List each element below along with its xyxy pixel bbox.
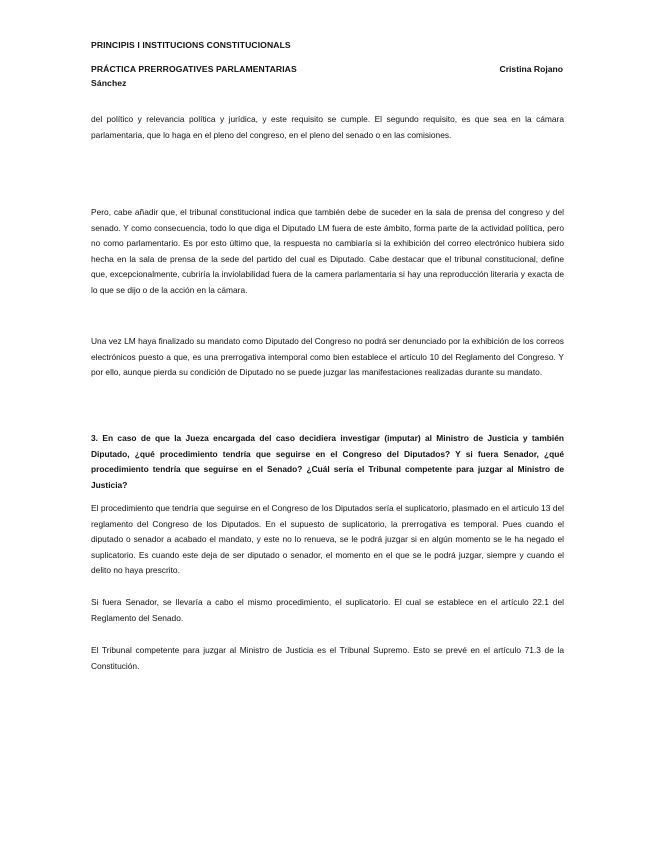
paragraph-6: El Tribunal competente para juzgar al Ministro de Justicia es el Tribunal Supremo. Esto se prevé en el artículo 71.3 de la Constitución.	[91, 645, 564, 671]
paragraph-4: El procedimiento que tendría que seguirse en el Congreso de los Diputados sería el suplicatorio, plasmado en el artículo 13 del reglamento del Congreso de los Diputados. En el supuesto de suplicatorio, la prerrogativa es temporal. Pues cuando el diputado o senador a acabado el mandato, y este no lo renueva, se le podrá juzgar si en algún momento se le ha negado el suplicatorio. Es cuando este deja de ser diputado o senador, el momento en el que se le podrá juzgar, siempre y cuando el delito no haya prescrito.	[91, 503, 564, 576]
question-number: 3.	[91, 433, 98, 443]
course-title: PRINCIPIS I INSTITUCIONS CONSTITUCIONALS	[91, 40, 291, 50]
paragraph-5: Si fuera Senador, se llevaría a cabo el mismo procedimiento, el suplicatorio. El cual se establece en el artículo 22.1 del Reglamento del Senado.	[91, 597, 564, 623]
paragraph-1: del político y relevancia política y jurídica, y este requisito se cumple. El segundo requisito, es que sea en la cámara parlamentaria, que lo haga en el pleno del congreso, en el pleno del senado o en las comisiones.	[91, 114, 564, 140]
author-name: Cristina Rojano	[499, 64, 563, 74]
paragraph-2: Pero, cabe añadir que, el tribunal constitucional indica que también debe de suceder en la sala de prensa del congreso y del senado. Y como consecuencia, todo lo que diga el Diputado LM fuera de este ámbito, forma parte de la actividad política, pero no como parlamentario. Es por esto último que, la respuesta no cambiaría si la exhibición del correo electrónico hubiera sido hecha en la sala de prensa de la sede del partido del cual es Diputado. Cabe destacar que el tribunal constitucional, define que, excepcionalmente, cubriría la inviolabilidad fuera de la camera parlamentaria si hay una reproducción literaria y exacta de lo que se dijo o de la acción en la cámara.	[91, 207, 564, 295]
question-3	[91, 431, 564, 493]
paragraph-3: Una vez LM haya finalizado su mandato como Diputado del Congreso no podrá ser denunciado por la exhibición de los correos electrónicos puesto a que, es una prerrogativa intemporal como bien establece el artículo 10 del Reglamento del Congreso. Y por ello, aunque pierda su condición de Diputado no se puede juzgar las manifestaciones realizadas durante su mandato.	[91, 336, 564, 378]
question-text: En caso de que la Jueza encargada del caso decidiera investigar (imputar) al Ministro de Justicia y también Diputado, ¿qué procedimiento tendría que seguirse en el Congreso del Diputados? Y si fuera Senador, ¿qué procedimiento tendría que seguirse en el Senado? ¿Cuál sería el Tribunal competente para juzgar al Ministro de Justicia?	[91, 433, 564, 490]
author-surname: Sánchez	[91, 78, 127, 88]
practice-title: PRÁCTICA PRERROGATIVES PARLAMENTARIAS	[91, 64, 297, 74]
